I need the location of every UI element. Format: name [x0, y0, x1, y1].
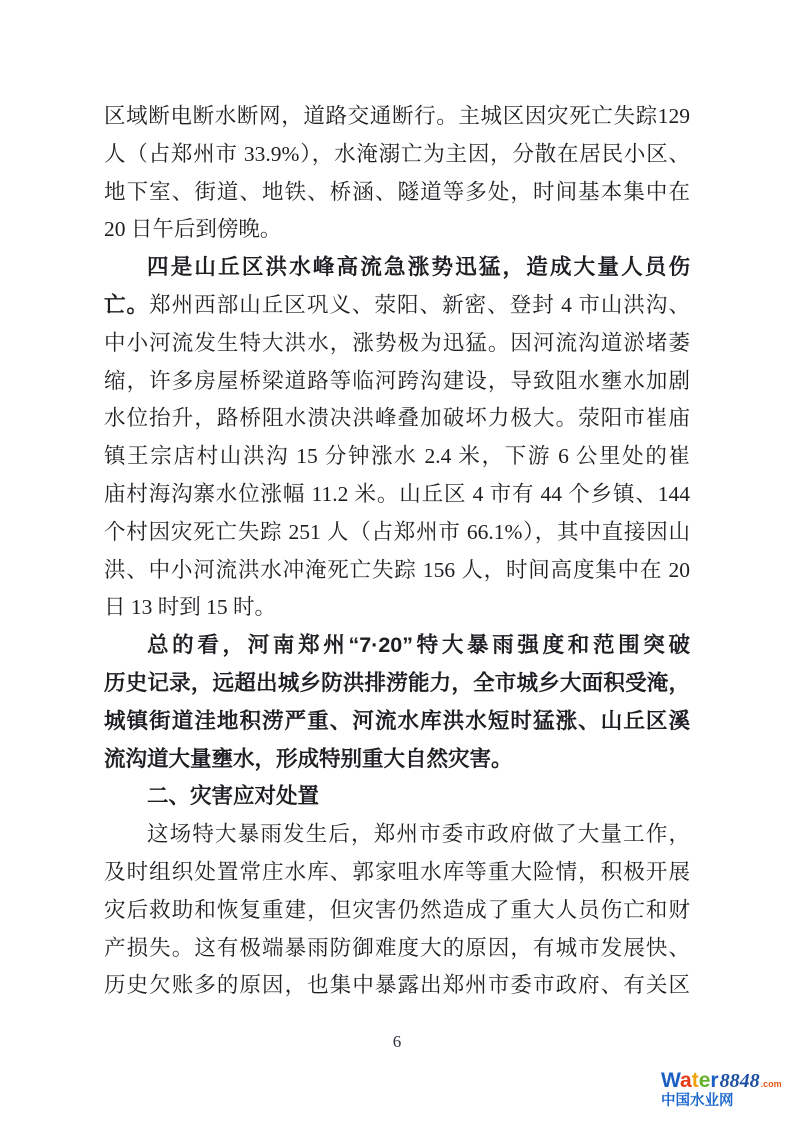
text-line: 20 日午后到傍晚。: [104, 217, 282, 242]
text-line: 灾后救助和恢复重建，但灾害仍然造成了重大人员伤亡和财: [104, 897, 690, 922]
text-line: 日 13 时到 15 时。: [104, 595, 277, 620]
logo-letter-t: t: [691, 1069, 699, 1092]
text-line: 这场特大暴雨发生后，郑州市委市政府做了大量工作，: [147, 822, 690, 847]
document-body: [104, 98, 690, 1005]
text-line: 缩，许多房屋桥梁道路等临河跨沟建设，导致阻水壅水加剧: [104, 368, 690, 393]
text-line-bold-heading: 四是山丘区洪水峰高流急涨势迅猛，造成大量人员伤: [147, 255, 690, 280]
text-line-bold: 流沟道大量壅水，形成特别重大自然灾害。: [104, 746, 513, 771]
logo-subtitle: 中国水业网: [661, 1093, 734, 1109]
text-line-bold: 历史记录，远超出城乡防洪排涝能力，全市城乡大面积受淹，: [104, 670, 690, 695]
text-line: 亡。郑州西部山丘区巩义、荥阳、新密、登封 4 市山洪沟、: [104, 292, 690, 317]
logo-tld: .com: [760, 1079, 782, 1089]
logo-letter-a: a: [680, 1069, 692, 1092]
text-line: 个村因灾死亡失踪 251 人（占郑州市 66.1%），其中直接因山: [104, 519, 690, 544]
text-line: 中小河流发生特大洪水，涨势极为迅猛。因河流沟道淤堵萎: [104, 330, 690, 355]
text-line: 历史欠账多的原因，也集中暴露出郑州市委市政府、有关区: [104, 973, 690, 998]
water8848-logo: [661, 1070, 787, 1109]
logo-wordmark: [661, 1070, 787, 1091]
text-line: 地下室、街道、地铁、桥涵、隧道等多处，时间基本集中在: [104, 179, 690, 204]
section-heading: 二、灾害应对处置: [147, 784, 320, 809]
text-line: 区域断电断水断网，道路交通断行。主城区因灾死亡失踪129: [104, 104, 690, 128]
text-line: 洪、中小河流洪水冲淹死亡失踪 156 人，时间高度集中在 20: [104, 557, 690, 582]
text-line: 镇王宗店村山洪沟 15 分钟涨水 2.4 米，下游 6 公里处的崔: [104, 444, 690, 469]
page-number: 6: [392, 1032, 402, 1051]
text-line-bold: 城镇街道洼地积涝严重、河流水库洪水短时猛涨、山丘区溪: [104, 708, 690, 733]
logo-number: 8848: [719, 1070, 760, 1092]
logo-letter-e: e: [698, 1069, 711, 1092]
text-line: 人（占郑州市 33.9%），水淹溺亡为主因，分散在居民小区、: [104, 141, 690, 166]
logo-letter-r: r: [710, 1069, 719, 1092]
logo-letter-w: W: [661, 1069, 681, 1092]
text-line-bold: 总的看，河南郑州“7·20”特大暴雨强度和范围突破: [147, 633, 690, 658]
text-line: 庙村海沟寨水位涨幅 11.2 米。山丘区 4 市有 44 个乡镇、144: [104, 481, 690, 506]
text-line: 及时组织处置常庄水库、郭家咀水库等重大险情，积极开展: [104, 859, 690, 884]
text-line: 水位抬升，路桥阻水溃决洪峰叠加破坏力极大。荥阳市崔庙: [104, 406, 690, 431]
logo-letters: [661, 1070, 719, 1091]
text-line: 产损失。这有极端暴雨防御难度大的原因，有城市发展快、: [104, 935, 690, 960]
